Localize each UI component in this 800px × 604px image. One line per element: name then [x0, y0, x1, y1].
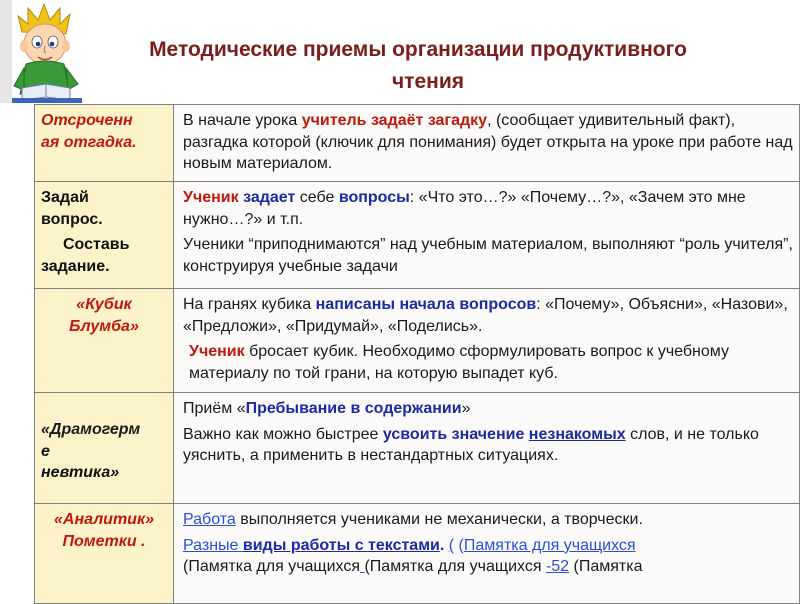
method-name: «Аналитик» — [54, 511, 154, 528]
desc-text: слов, и не только уяснить, а применить в нестандартных ситуациях. — [183, 425, 759, 464]
table-row — [35, 105, 800, 182]
method-description-cell — [174, 393, 800, 504]
method-name: Составь — [63, 236, 130, 253]
table-row — [35, 289, 800, 393]
page-link[interactable]: -52 — [545, 558, 570, 575]
desc-text: выполняется учениками не механически, а творчески. — [235, 511, 643, 528]
table-row — [35, 504, 800, 604]
desc-highlight: вопросы — [338, 189, 410, 206]
desc-text: бросает кубик. Необходимо сформулировать вопрос к учебному материалу по той грани, на которую выпадет куб. — [189, 343, 729, 382]
desc-text: Приём « — [183, 400, 246, 417]
method-name: Задай — [41, 189, 89, 206]
method-name: Пометки . — [62, 532, 146, 550]
student-memo-link[interactable]: Памятка для учащихся — [463, 536, 636, 554]
desc-highlight: Пребывание в содержании — [245, 400, 462, 417]
desc-text: , (сообщает удивительный факт), разгадка которой (ключик для понимания) будет открыта на уроке при работе над новым материалом. — [183, 112, 793, 172]
desc-text: (Памятка для учащихся — [364, 558, 546, 575]
desc-text: (Памятка — [569, 558, 643, 575]
desc-text: В начале урока — [183, 112, 302, 129]
method-name-cell — [35, 504, 174, 604]
paren-link[interactable]: ( — [454, 536, 464, 554]
method-description-cell — [174, 182, 800, 289]
desc-highlight: незнакомых — [528, 425, 626, 443]
work-link[interactable]: Работа — [183, 511, 236, 528]
method-name: задание. — [41, 257, 110, 275]
paren-link[interactable]: ( — [448, 536, 455, 554]
method-name-cell — [35, 393, 174, 504]
work-types-link[interactable]: виды работы — [242, 536, 355, 554]
desc-text: (Памятка для учащихся — [183, 558, 361, 575]
title-line-2: чтения — [391, 70, 464, 93]
method-description-cell — [174, 504, 800, 604]
method-description-cell — [174, 289, 800, 393]
desc-text: : «Почему», Объясни», «Назови», «Предложи», «Придумай», «Поделись». — [183, 296, 788, 335]
desc-text: себе — [295, 189, 339, 206]
desc-text: Важно как можно быстрее — [183, 425, 383, 443]
method-name: невтика» — [41, 464, 120, 481]
desc-text: Ученики “приподнимаются” над учебным материалом, выполняют “роль учителя”, конструируя учебные задачи — [183, 236, 793, 275]
desc-text: . — [439, 536, 449, 554]
desc-text: : «Что это…?» «Почему…?», «Зачем это мне нужно…?» и т.п. — [183, 189, 746, 228]
desc-highlight: учитель задаёт загадку — [301, 112, 488, 129]
method-name-cell — [35, 289, 174, 393]
method-name: е — [41, 442, 50, 460]
method-name: «Драмогерм — [41, 421, 141, 438]
method-name-cell — [35, 105, 174, 182]
table-row — [35, 393, 800, 504]
desc-text: » — [461, 400, 471, 417]
method-name: Блумба» — [69, 317, 139, 335]
title-line-1: Методические приемы организации продуктивного — [149, 38, 687, 61]
desc-highlight: Ученик — [189, 343, 245, 360]
desc-text: На гранях кубика — [183, 296, 316, 313]
desc-highlight: усвоить значение — [382, 425, 525, 443]
method-description-cell — [174, 105, 800, 182]
method-name: «Кубик — [76, 296, 132, 313]
desc-highlight: Ученик — [183, 189, 244, 206]
with-texts-link[interactable]: с текстами — [354, 536, 440, 554]
method-name: ая отгадка. — [41, 133, 137, 151]
desc-highlight: написаны начала вопросов — [315, 296, 537, 313]
method-name-cell — [35, 182, 174, 289]
table-row — [35, 182, 800, 289]
different-types-link[interactable]: Разные — [183, 536, 243, 554]
methods-table — [34, 104, 800, 604]
desc-highlight: задает — [243, 189, 296, 206]
page-title — [0, 34, 800, 98]
method-name: вопрос. — [41, 210, 103, 228]
method-name: Отсроченн — [41, 112, 133, 129]
